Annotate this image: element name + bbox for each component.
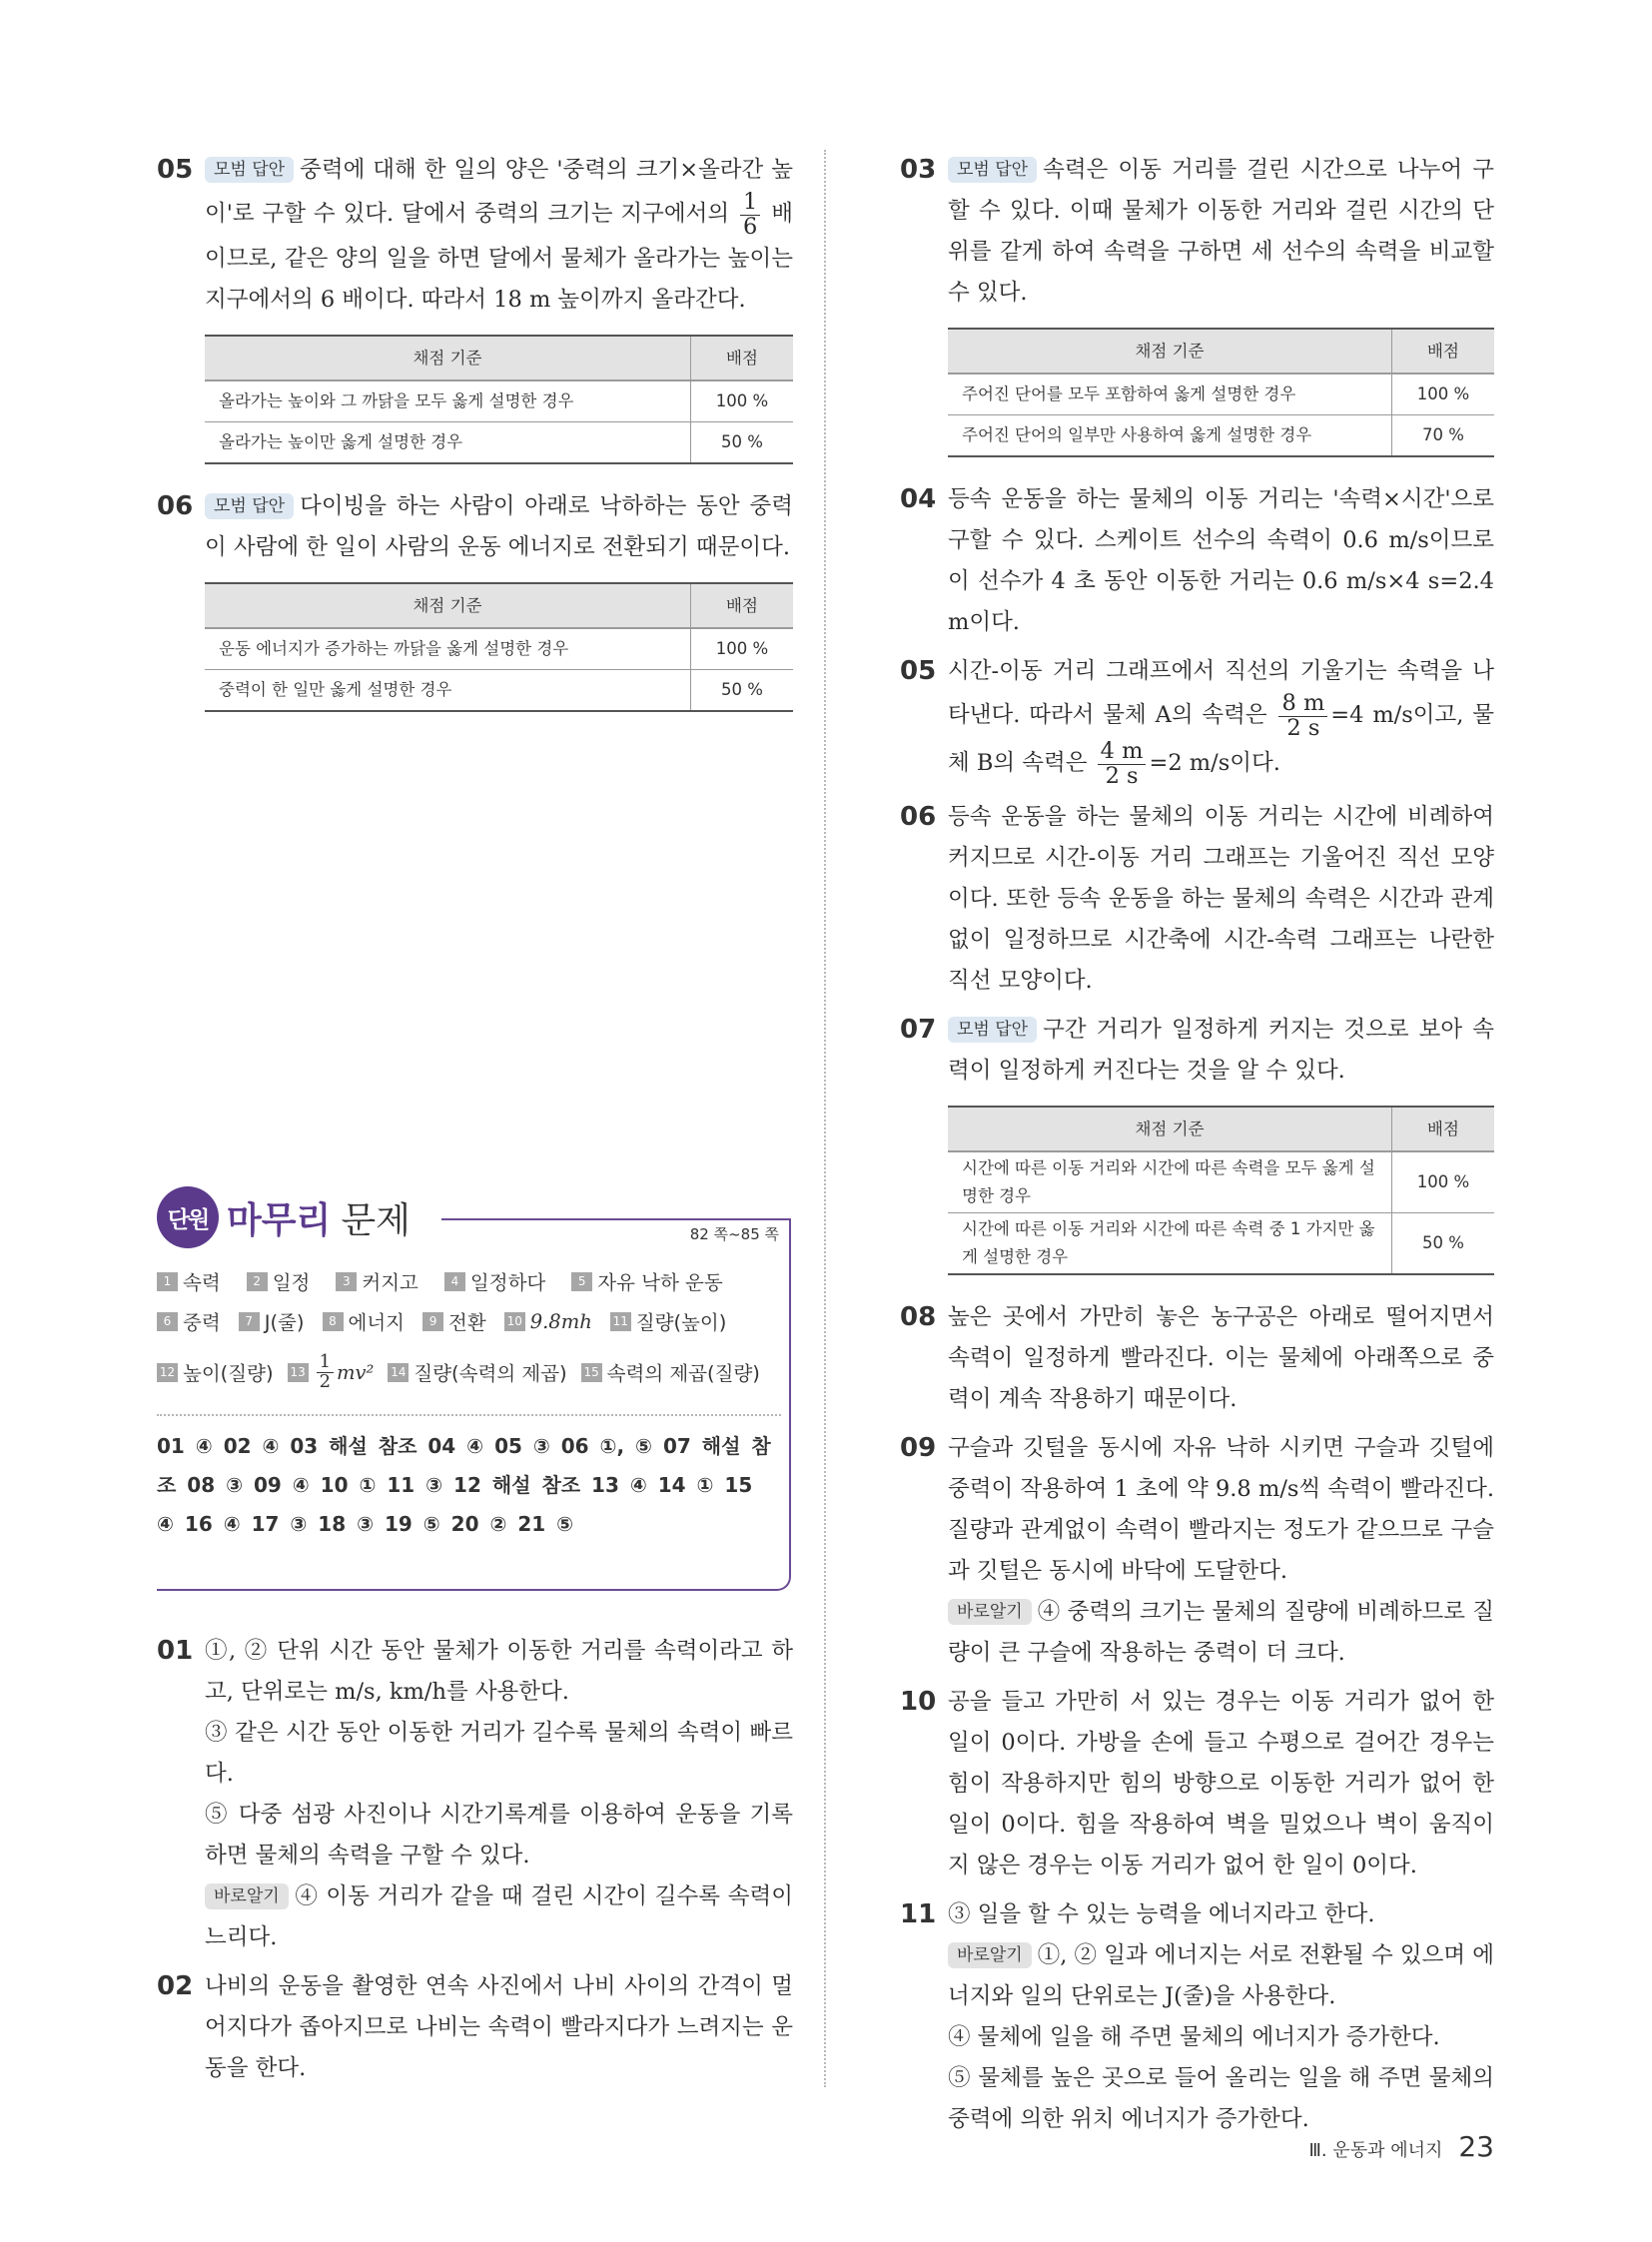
question-number: 05: [157, 155, 194, 185]
question-number: 02: [157, 1971, 194, 2001]
question-number: 11: [900, 1898, 937, 1929]
scoring-table: 채점 기준 배점 운동 에너지가 증가하는 까닭을 옳게 설명한 경우 100 % 중력이 한 일만 옳게 설명한 경우 50 %: [205, 582, 793, 712]
keyword-item: 8 에너지: [323, 1307, 406, 1335]
correction-badge: 바로알기: [948, 1599, 1032, 1625]
page-footer: [1308, 2130, 1494, 2163]
keyword-item: 9 전환: [422, 1307, 486, 1335]
right-column: [900, 150, 1494, 2158]
question-number: 05: [900, 656, 937, 686]
question-number: 07: [900, 1014, 937, 1045]
keyword-item: 4 일정하다: [444, 1267, 545, 1295]
scoring-table: 채점 기준 배점 시간에 따른 이동 거리와 시간에 따른 속력을 모두 옳게 설명한 경우 100 % 시간에 따른 이동 거리와 시간에 따른 속력 중 1 가지만 옳게 설명한 경우 50 %: [948, 1106, 1494, 1275]
answer-key: 01 ④ 02 ④ 03 해설 참조 04 ④ 05 ③ 06 ①, ⑤ 07 해설 참조 08 ③ 09 ④ 10 ① 11 ③ 12 해설 참조 13 ④ 14 ① 15 ④ 16 ④ 17 ③ 18 ③ 19 ⑤ 20 ② 21 ⑤: [157, 1434, 771, 1536]
question-number: 01: [157, 1636, 194, 1666]
table-row: 시간에 따른 이동 거리와 시간에 따른 속력을 모두 옳게 설명한 경우 100 %: [948, 1151, 1494, 1213]
answer-06: 06 등속 운동을 하는 물체의 이동 거리는 시간에 비례하여 커지므로 시간-이동 거리 그래프는 기울어진 직선 모양이다. 또한 등속 운동을 하는 물체의 속력은 시간과 관계없이 일정하므로 시간축에 시간-속력 그래프는 나란한 직선 모양이다.: [900, 797, 1494, 1002]
question-number: 03: [900, 155, 937, 185]
question-number: 08: [900, 1301, 937, 1332]
question-number: 09: [900, 1432, 937, 1463]
page-range: 82 쪽~85 쪽: [689, 1225, 779, 1243]
question-number: 06: [900, 801, 937, 832]
answer-05: 05 시간-이동 거리 그래프에서 직선의 기울기는 속력을 나타낸다. 따라서 물체 A의 속력은 $\frac{8 m}{2 s}$ =4 m/s이고, 물체 B의 속력은 $\frac{4 m}{2 s}$ =2 m/s이다.: [900, 651, 1494, 789]
left-column: [157, 150, 793, 734]
keyword-item: 12 높이(질량): [157, 1358, 274, 1386]
column-divider: [824, 150, 826, 2087]
correction-badge: 바로알기: [205, 1883, 289, 1909]
left-column-bottom: [157, 1631, 793, 2107]
model-answer-badge: 모범 답안: [948, 157, 1037, 183]
keyword-item: 6 중력: [157, 1307, 221, 1335]
keyword-item: 13 $\frac{1}{2}$ mv²: [288, 1353, 375, 1392]
correction-badge: 바로알기: [948, 1942, 1032, 1968]
model-answer-badge: 모범 답안: [205, 493, 294, 519]
model-answer-badge: 모범 답안: [948, 1017, 1037, 1043]
table-row: 주어진 단어를 모두 포함하여 옳게 설명한 경우 100 %: [948, 374, 1494, 415]
answer-01: 01 ①, ② 단위 시간 동안 물체가 이동한 거리를 속력이라고 하고, 단위로는 m/s, km/h를 사용한다. ③ 같은 시간 동안 이동한 거리가 길수록 물체의 속력이 빠르다. ⑤ 다중 섬광 사진이나 시간기록계를 이용하여 운동을 기록하면 물체의 속력을 구할 수 있다. 바로알기 ④ 이동 거리가 같을 때 걸린 시간이 길수록 속력이 느리다.: [157, 1631, 793, 1958]
answer-06: 06 모범 답안 다이빙을 하는 사람이 아래로 낙하하는 동안 중력이 사람에 한 일이 사람의 운동 에너지로 전환되기 때문이다. 채점 기준 배점 운동 에너지가 증가하는 까닭을 옳게 설명한 경우 100 % 중력이 한 일만 옳게 설명한 경우 50 %: [157, 486, 793, 712]
keyword-item: 11 질량(높이): [610, 1307, 727, 1335]
table-row: 올라가는 높이와 그 까닭을 모두 옳게 설명한 경우 100 %: [205, 380, 793, 422]
answer-10: 10 공을 들고 가만히 서 있는 경우는 이동 거리가 없어 한 일이 0이다. 가방을 손에 들고 수평으로 걸어간 경우는 힘이 작용하지만 힘의 방향으로 이동한 거리가 없어 한 일이 0이다. 힘을 작용하여 벽을 밀었으나 벽이 움직이지 않은 경우는 이동 거리가 없어 한 일이 0이다.: [900, 1682, 1494, 1886]
keyword-item: 5 자유 낙하 운동: [571, 1267, 722, 1295]
scoring-table: 채점 기준 배점 올라가는 높이와 그 까닭을 모두 옳게 설명한 경우 100 % 올라가는 높이만 옳게 설명한 경우 50 %: [205, 335, 793, 464]
answer-04: 04 등속 운동을 하는 물체의 이동 거리는 '속력×시간'으로 구할 수 있다. 스케이트 선수의 속력이 0.6 m/s이므로 이 선수가 4 초 동안 이동한 거리는 0.6 m/s×4 s=2.4 m이다.: [900, 479, 1494, 643]
page-number: 23: [1458, 2130, 1494, 2163]
question-number: 06: [157, 491, 194, 522]
question-number: 04: [900, 484, 937, 514]
keyword-item: 7 J(줄): [239, 1307, 305, 1335]
table-row: 중력이 한 일만 옳게 설명한 경우 50 %: [205, 670, 793, 712]
table-row: 시간에 따른 이동 거리와 시간에 따른 속력 중 1 가지만 옳게 설명한 경우 50 %: [948, 1212, 1494, 1274]
answer-11: 11 ③ 일을 할 수 있는 능력을 에너지라고 한다. 바로알기 ①, ② 일과 에너지는 서로 전환될 수 있으며 에너지와 일의 단위로는 J(줄)을 사용한다. ④ 물체에 일을 해 주면 물체의 에너지가 증가한다. ⑤ 물체를 높은 곳으로 들어 올리는 일을 해 주면 물체의 중력에 의한 위치 에너지가 증가한다.: [900, 1894, 1494, 2140]
answer-05: 05 모범 답안 중력에 대해 한 일의 양은 '중력의 크기×올라간 높이'로 구할 수 있다. 달에서 중력의 크기는 지구에서의 $\frac{1}{6}$ 배이므로, 같은 양의 일을 하면 달에서 물체가 올라가는 높이는 지구에서의 6 배이다. 따라서 18 m 높이까지 올라간다. 채점 기준 배점 올라가는 높이와 그 까닭을 모두 옳게 설명한 경우 100 % 올라가는 높이만 옳게 설명한 경우 50 %: [157, 150, 793, 464]
fraction: $\frac{1}{6}$: [740, 191, 760, 239]
unit-badge: 단원: [157, 1186, 219, 1248]
keyword-item: 1 속력: [157, 1267, 221, 1295]
scoring-table: 채점 기준 배점 주어진 단어를 모두 포함하여 옳게 설명한 경우 100 % 주어진 단어의 일부만 사용하여 옳게 설명한 경우 70 %: [948, 328, 1494, 457]
review-title: 단원 마무리 문제: [157, 1181, 411, 1253]
keyword-item: 14 질량(속력의 제곱): [388, 1358, 566, 1386]
fraction: $\frac{8 m}{2 s}$: [1278, 692, 1327, 740]
table-row: 올라가는 높이만 옳게 설명한 경우 50 %: [205, 422, 793, 464]
fraction: $\frac{4 m}{2 s}$: [1098, 740, 1147, 788]
keyword-row: [157, 1341, 776, 1403]
answer-03: 03 모범 답안 속력은 이동 거리를 걸린 시간으로 나누어 구할 수 있다. 이때 물체가 이동한 거리와 걸린 시간의 단위를 같게 하여 속력을 구하면 세 선수의 속력을 비교할 수 있다. 채점 기준 배점 주어진 단어를 모두 포함하여 옳게 설명한 경우 100 % 주어진 단어의 일부만 사용하여 옳게 설명한 경우 70 %: [900, 150, 1494, 457]
keyword-item: 10 9.8mh: [504, 1310, 592, 1333]
question-number: 10: [900, 1686, 937, 1717]
keyword-item: 2 일정: [247, 1267, 311, 1295]
answer-07: 07 모범 답안 구간 거리가 일정하게 커지는 것으로 보아 속력이 일정하게 커진다는 것을 알 수 있다. 채점 기준 배점 시간에 따른 이동 거리와 시간에 따른 속력을 모두 옳게 설명한 경우 100 % 시간에 따른 이동 거리와 시간에 따른 속력 중 1 가지만 옳게 설명한 경우 50 %: [900, 1010, 1494, 1275]
answer-08: 08 높은 곳에서 가만히 놓은 농구공은 아래로 떨어지면서 속력이 일정하게 빨라진다. 이는 물체에 아래쪽으로 중력이 계속 작용하기 때문이다.: [900, 1297, 1494, 1420]
keyword-answers: [157, 1261, 776, 1403]
table-row: 주어진 단어의 일부만 사용하여 옳게 설명한 경우 70 %: [948, 415, 1494, 457]
keyword-item: 15 속력의 제곱(질량): [581, 1358, 760, 1386]
table-row: 운동 에너지가 증가하는 까닭을 옳게 설명한 경우 100 %: [205, 628, 793, 670]
dotted-divider: [157, 1414, 781, 1416]
unit-review-box: [157, 1181, 793, 1593]
answer-09: 09 구슬과 깃털을 동시에 자유 낙하 시키면 구슬과 깃털에 중력이 작용하여 1 초에 약 9.8 m/s씩 속력이 빨라진다. 질량과 관계없이 속력이 빨라지는 정도가 같으므로 구슬과 깃털은 동시에 바닥에 도달한다. 바로알기 ④ 중력의 크기는 물체의 질량에 비례하므로 질량이 큰 구슬에 작용하는 중력이 더 크다.: [900, 1428, 1494, 1674]
section-title: Ⅲ. 운동과 에너지: [1308, 2140, 1443, 2161]
answer-02: 02 나비의 운동을 촬영한 연속 사진에서 나비 사이의 간격이 멀어지다가 좁아지므로 나비는 속력이 빨라지다가 느려지는 운동을 한다.: [157, 1966, 793, 2089]
keyword-row: [157, 1301, 776, 1341]
keyword-row: [157, 1261, 776, 1301]
keyword-item: 3 커지고: [336, 1267, 418, 1295]
model-answer-badge: 모범 답안: [205, 157, 294, 183]
